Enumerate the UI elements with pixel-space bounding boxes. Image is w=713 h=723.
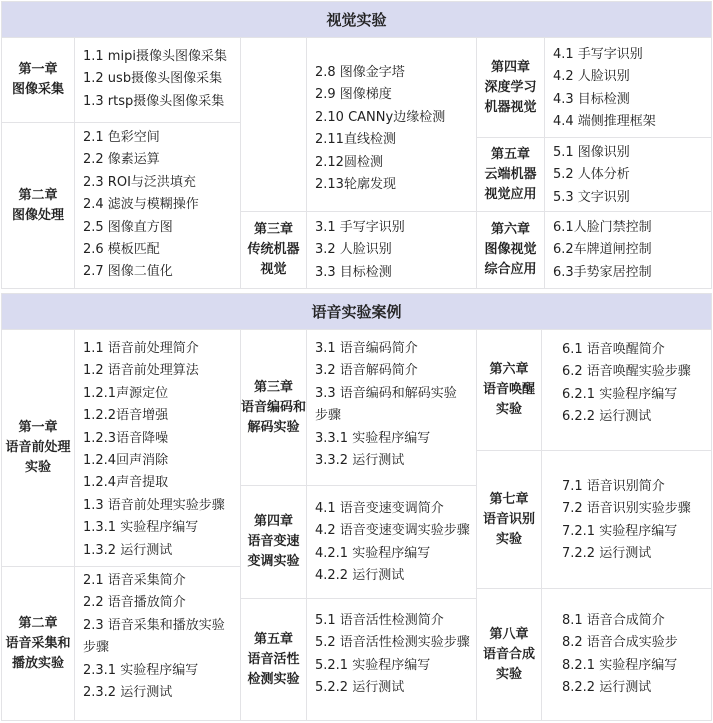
- list-item: 5.2.1 实验程序编写: [315, 657, 431, 673]
- chapter-title-line: 第三章: [253, 379, 293, 395]
- chapter-title-line: 第四章: [253, 514, 293, 529]
- chapter-title: [1, 37, 74, 122]
- list-item: 1.1 语音前处理简介: [83, 341, 199, 356]
- chapter-title-line: 实验: [24, 460, 51, 475]
- list-item: 2.2 语音播放简介: [83, 595, 186, 611]
- chapter-item-list: [306, 211, 476, 288]
- list-item: 7.2.1 实验程序编写: [562, 523, 678, 539]
- chapter-title: [240, 598, 306, 721]
- chapter-title-text: [484, 145, 536, 205]
- chapter-title-line: 语音采集和: [5, 636, 71, 651]
- list-item: 步骤: [315, 408, 342, 424]
- chapter-title-line: 云端机器: [484, 166, 537, 182]
- list-item: 3.2 人脸识别: [315, 242, 392, 258]
- list-item: 2.3 语音采集和播放实验: [83, 617, 225, 633]
- list-item: 1.2.4回声消除: [83, 453, 169, 469]
- chapter-item-list: [306, 485, 476, 598]
- list-item: 8.2.1 实验程序编写: [562, 657, 678, 673]
- list-item: 4.2.1 实验程序编写: [315, 545, 431, 561]
- chapter-item-list: [74, 329, 240, 566]
- list-item: 3.3 语音编码和解码实验: [315, 385, 457, 401]
- chapter-title-line: 图像处理: [11, 207, 64, 223]
- chapter-title: [240, 329, 306, 485]
- list-item: 4.3 目标检测: [553, 91, 630, 107]
- list-item: 2.9 图像梯度: [315, 87, 392, 103]
- chapter-title-line: 综合应用: [484, 262, 537, 277]
- list-item: 1.3.2 运行测试: [83, 542, 173, 558]
- chapter-title-line: 视觉: [260, 262, 287, 277]
- chapter-title-line: 第三章: [253, 222, 293, 237]
- list-item: 步骤: [83, 640, 110, 656]
- list-item: 2.3.2 运行测试: [83, 685, 173, 701]
- chapter-item-list: [544, 211, 712, 288]
- list-item: 4.1 手写字识别: [553, 47, 643, 62]
- list-item: 1.2.2语音增强: [83, 408, 169, 424]
- list-item: 2.1 色彩空间: [83, 130, 160, 145]
- chapter-title-text: [247, 512, 299, 572]
- chapter-title-line: 实验: [495, 667, 522, 682]
- chapter-title-line: 深度学习: [484, 79, 537, 95]
- list-item: 3.3.1 实验程序编写: [315, 430, 431, 446]
- empty-cell: [240, 37, 306, 211]
- list-item: 2.3 ROI与泛洪填充: [83, 174, 196, 190]
- list-item: 8.2 语音合成实验步: [562, 635, 678, 651]
- chapter-title: [476, 211, 544, 288]
- chapter-title-text: [5, 614, 70, 674]
- chapter-item-list: [544, 137, 712, 211]
- list-item: 2.5 图像直方图: [83, 219, 173, 235]
- list-item: 2.6 模板匹配: [83, 242, 160, 258]
- list-item: 2.10 CANNy边缘检测: [315, 109, 446, 125]
- list-item: 7.2.2 运行测试: [562, 546, 652, 562]
- chapter-title-line: 语音活性: [247, 652, 300, 667]
- chapter-title-text: [12, 60, 64, 100]
- list-item: 3.3.2 运行测试: [315, 453, 405, 469]
- chapter-item-list: [541, 450, 712, 588]
- chapter-title: [476, 329, 541, 450]
- list-item: 1.1 mipi摄像头图像采集: [83, 49, 227, 64]
- chapter-title: [476, 450, 541, 588]
- chapter-title-text: [484, 220, 536, 280]
- list-item: 8.2.2 运行测试: [562, 680, 652, 696]
- list-item: 5.2 人体分析: [553, 167, 630, 183]
- chapter-title-line: 实验: [495, 402, 522, 417]
- chapter-item-list: [74, 566, 240, 721]
- chapter-title: [476, 37, 544, 137]
- list-item: 4.4 端侧推理框架: [553, 114, 656, 130]
- list-item: 6.1 语音唤醒简介: [562, 342, 665, 357]
- curriculum-tables: [1, 1, 712, 721]
- chapter-title-line: 第二章: [18, 616, 58, 631]
- chapter-title-line: 传统机器: [247, 242, 300, 257]
- chapter-title-line: 机器视觉: [484, 99, 537, 115]
- chapter-title-text: [483, 360, 535, 420]
- list-item: 6.3手势家居控制: [553, 264, 652, 280]
- chapter-title-line: 语音唤醒: [482, 382, 535, 397]
- chapter-title: [240, 485, 306, 598]
- list-item: 3.1 语音编码简介: [315, 341, 418, 356]
- list-item: 2.13轮廓发现: [315, 177, 396, 193]
- list-item: 1.3.1 实验程序编写: [83, 520, 199, 536]
- chapter-title: [240, 211, 306, 288]
- chapter-title-line: 第五章: [490, 146, 530, 162]
- chapter-title-line: 变调实验: [247, 554, 300, 569]
- list-item: 6.2.2 运行测试: [562, 409, 652, 425]
- chapter-title-line: 检测实验: [247, 672, 300, 687]
- chapter-title-line: 第一章: [18, 62, 58, 77]
- chapter-title-text: [484, 58, 536, 118]
- list-item: 1.3 语音前处理实验步骤: [83, 497, 225, 513]
- list-item: 5.1 图像识别: [553, 145, 630, 160]
- chapter-title-text: [247, 220, 299, 280]
- chapter-item-list: [306, 329, 476, 485]
- chapter-title-line: 第六章: [490, 222, 530, 237]
- chapter-title-text: [483, 490, 535, 550]
- list-item: 2.8 图像金字塔: [315, 65, 405, 80]
- chapter-title-line: 视觉应用: [484, 186, 537, 202]
- chapter-title-line: 第二章: [18, 187, 58, 203]
- chapter-title: [1, 566, 74, 721]
- chapter-title-line: 图像采集: [11, 82, 64, 97]
- list-item: 5.2 语音活性检测实验步骤: [315, 635, 470, 651]
- chapter-title-line: 第七章: [489, 491, 529, 507]
- chapter-title-line: 实验: [495, 531, 522, 547]
- list-item: 2.3.1 实验程序编写: [83, 662, 199, 678]
- list-item: 4.2 人脸识别: [553, 69, 630, 85]
- list-item: 2.4 滤波与模糊操作: [83, 197, 199, 213]
- list-item: 1.2.3语音降噪: [83, 430, 169, 446]
- chapter-title-line: 解码实验: [247, 419, 300, 435]
- list-item: 5.2.2 运行测试: [315, 680, 405, 696]
- chapter-item-list: [541, 329, 712, 450]
- chapter-title-line: 播放实验: [11, 656, 64, 671]
- chapter-title-line: 第八章: [489, 627, 529, 642]
- list-item: 6.2 语音唤醒实验步骤: [562, 364, 691, 380]
- list-item: 7.2 语音识别实验步骤: [562, 501, 691, 517]
- list-item: 6.1人脸门禁控制: [553, 220, 652, 235]
- chapter-title: [1, 122, 74, 288]
- list-item: 3.1 手写字识别: [315, 220, 405, 235]
- chapter-title-text: [247, 630, 299, 690]
- chapter-title-line: 语音合成: [482, 647, 535, 662]
- chapter-title-text: [483, 625, 535, 685]
- chapter-title-text: [241, 378, 306, 438]
- chapter-item-list: [306, 37, 476, 211]
- chapter-title-line: 第一章: [18, 420, 58, 435]
- chapter-title-line: 第五章: [253, 632, 293, 647]
- list-item: 2.2 像素运算: [83, 152, 160, 168]
- list-item: 4.2.2 运行测试: [315, 568, 405, 584]
- chapter-title: [476, 137, 544, 211]
- chapter-title-text: [5, 418, 70, 478]
- list-item: 2.7 图像二值化: [83, 264, 173, 280]
- chapter-item-list: [74, 122, 240, 288]
- chapter-title: [1, 329, 74, 566]
- list-item: 2.12圆检测: [315, 154, 383, 170]
- list-item: 3.2 语音解码简介: [315, 363, 418, 379]
- list-item: 8.1 语音合成简介: [562, 613, 665, 628]
- chapter-item-list: [541, 588, 712, 721]
- chapter-title-line: 语音编码和: [241, 399, 307, 415]
- list-item: 6.2车牌道闸控制: [553, 242, 652, 258]
- chapter-title-line: 语音前处理: [5, 440, 71, 455]
- list-item: 2.11直线检测: [315, 132, 396, 148]
- section-header-speech: 语音实验案例: [1, 293, 712, 329]
- chapter-item-list: [306, 598, 476, 721]
- list-item: 7.1 语音识别简介: [562, 479, 665, 494]
- list-item: 4.2 语音变速变调实验步骤: [315, 523, 470, 539]
- chapter-title-line: 第六章: [489, 362, 529, 377]
- chapter-title: [476, 588, 541, 721]
- list-item: 4.1 语音变速变调简介: [315, 501, 444, 516]
- list-item: 1.2 usb摄像头图像采集: [83, 71, 223, 87]
- chapter-item-list: [544, 37, 712, 137]
- list-item: 1.2.4声音提取: [83, 475, 169, 491]
- chapter-title-line: 第四章: [490, 59, 530, 75]
- list-item: 6.2.1 实验程序编写: [562, 386, 678, 402]
- chapter-title-line: 语音识别: [482, 511, 535, 527]
- list-item: 3.3 目标检测: [315, 264, 392, 280]
- chapter-title-text: [12, 186, 64, 226]
- chapter-title-line: 图像视觉: [484, 242, 537, 257]
- list-item: 2.1 语音采集简介: [83, 573, 186, 588]
- list-item: 5.1 语音活性检测简介: [315, 613, 444, 628]
- section-header-vision: 视觉实验: [1, 1, 712, 37]
- list-item: 1.2 语音前处理算法: [83, 363, 199, 379]
- list-item: 1.2.1声源定位: [83, 385, 169, 401]
- chapter-title-line: 语音变速: [247, 534, 300, 549]
- chapter-item-list: [74, 37, 240, 122]
- list-item: 1.3 rtsp摄像头图像采集: [83, 93, 225, 109]
- list-item: 5.3 文字识别: [553, 189, 630, 205]
